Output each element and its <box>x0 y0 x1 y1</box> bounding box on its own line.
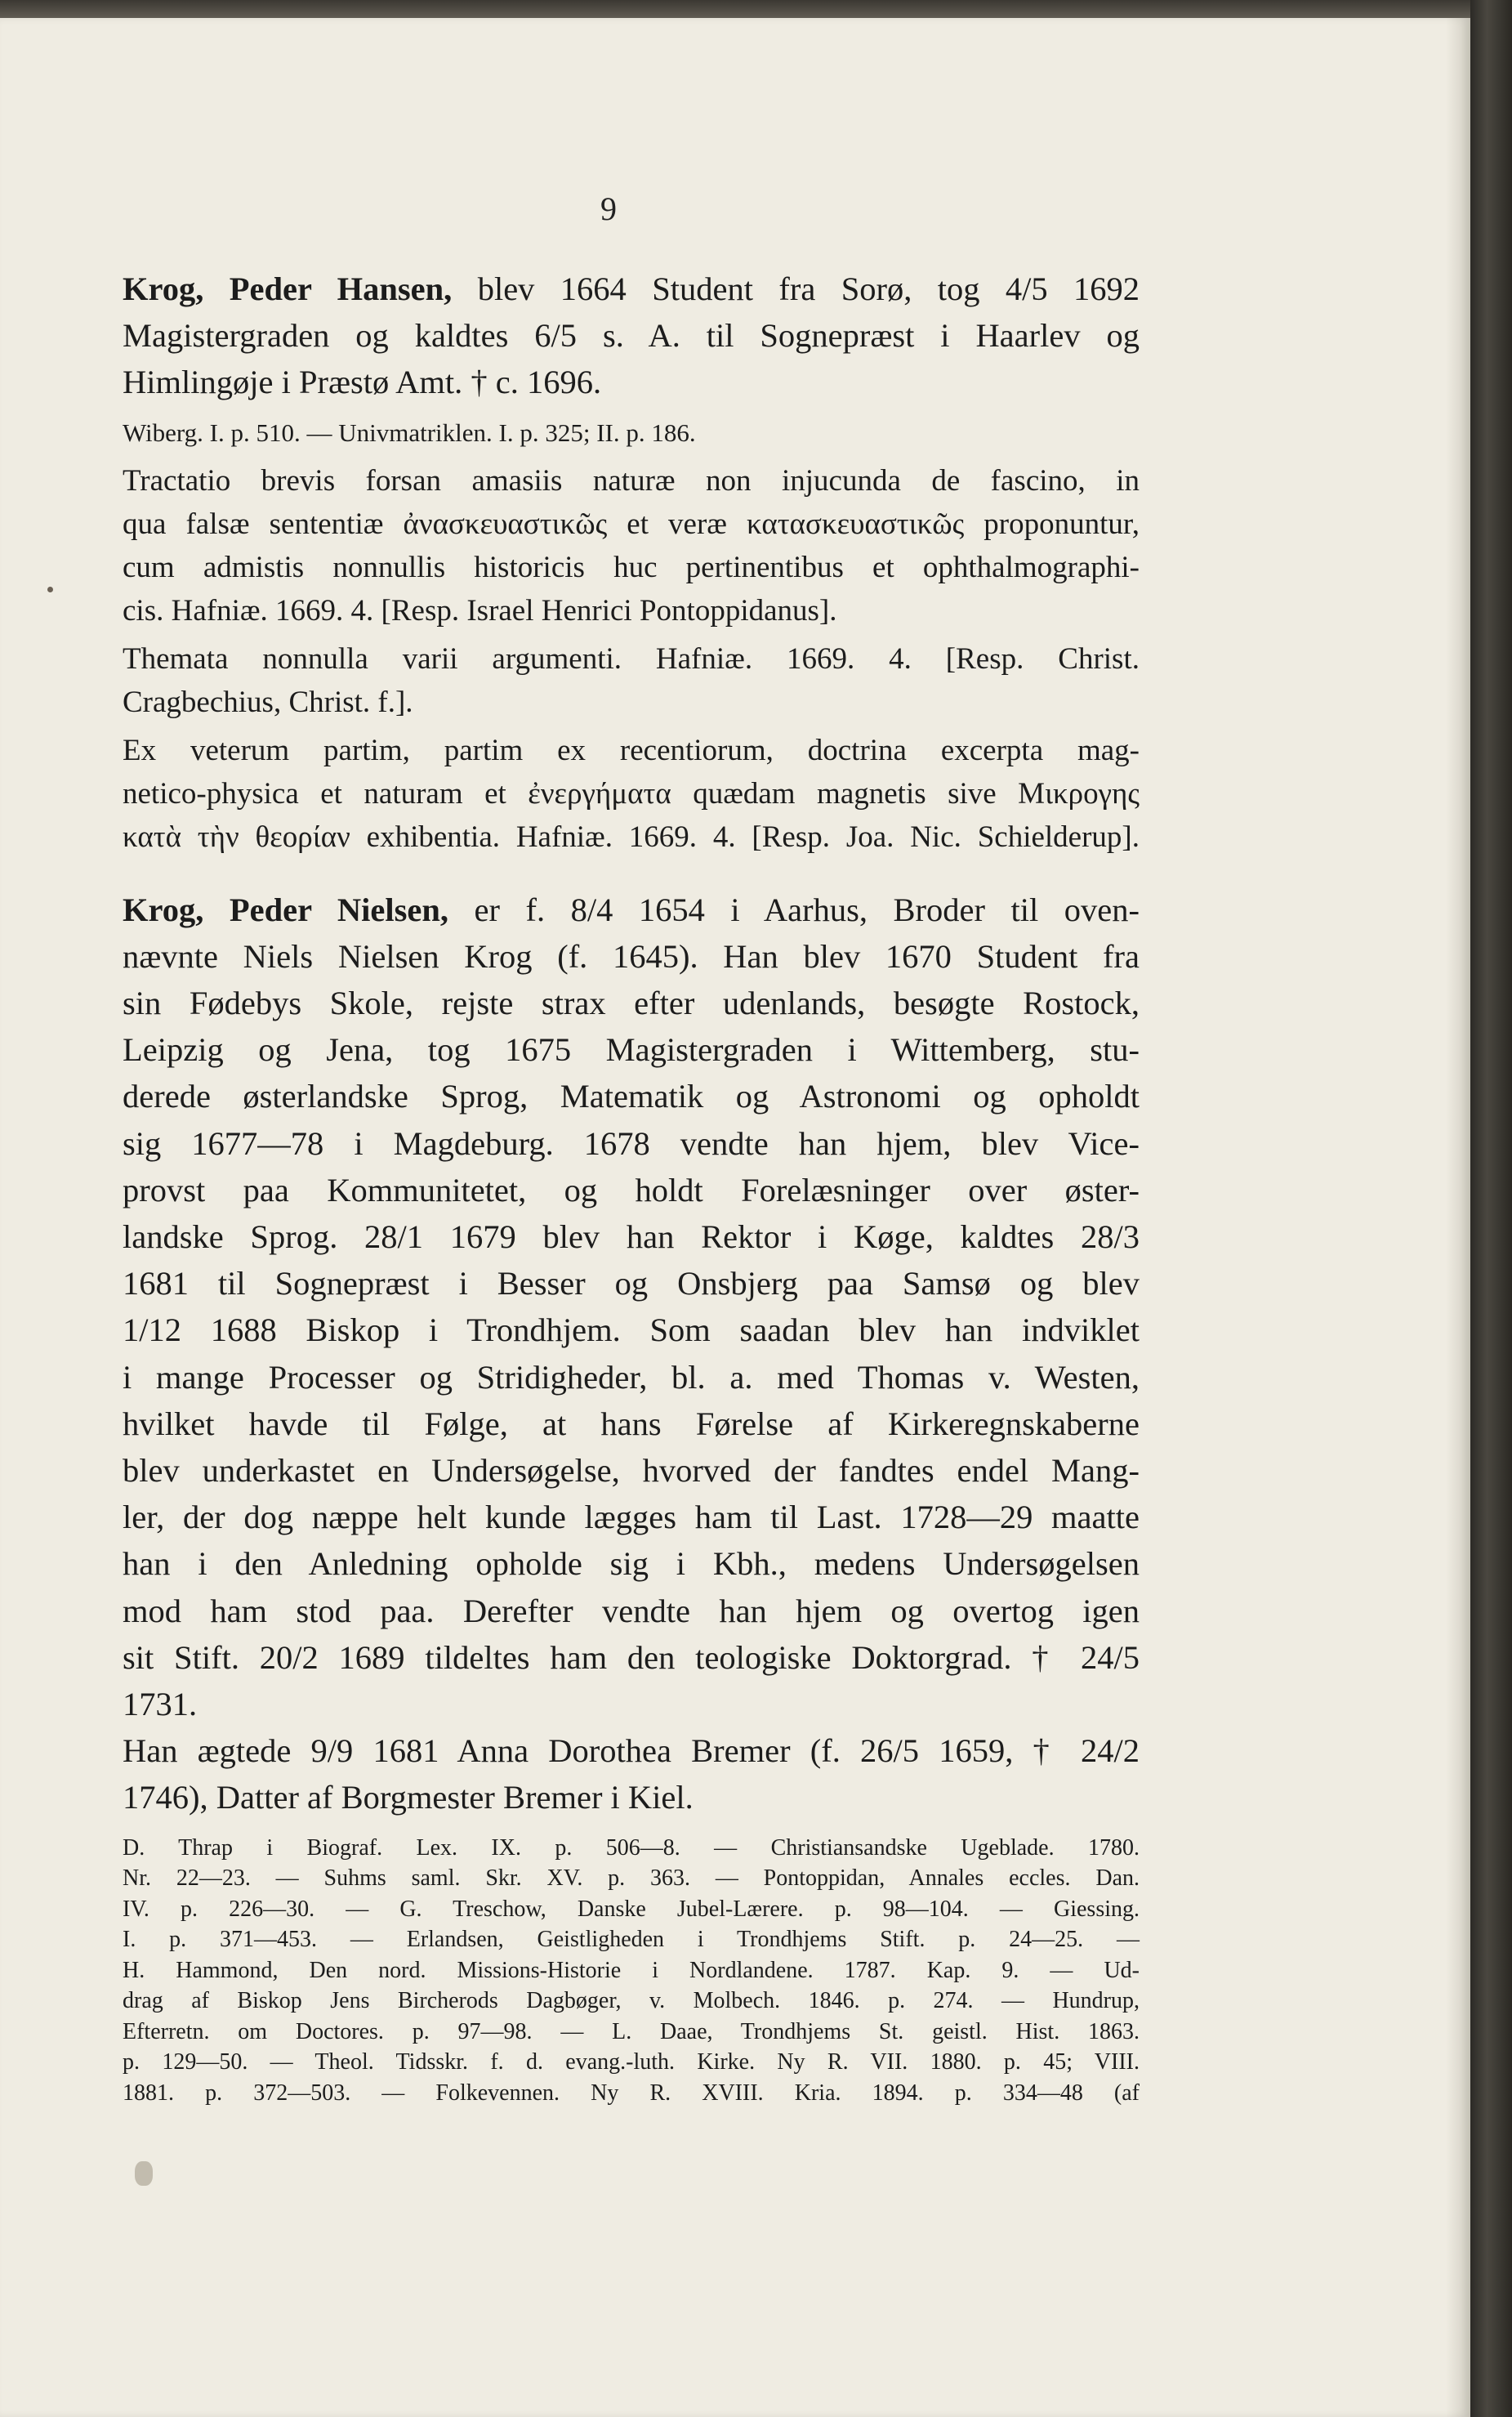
entry-line: 1731. <box>123 1686 198 1723</box>
page-number: 9 <box>600 190 617 227</box>
entry-krog-peder-hansen <box>123 266 1140 859</box>
entry-line: sig 1677—78 i Magdeburg. 1678 vendte han hjem, blev Vice- <box>123 1124 1140 1162</box>
work-line: netico-physica et naturam et ἐνεργήματα quædam magnetis sive Μικρογης <box>123 776 1140 811</box>
work-line: Tractatio brevis forsan amasiis naturæ non injucunda de fascino, in <box>123 463 1140 498</box>
entry-text: blev 1664 Student fra Sorø, tog 4/5 1692 <box>477 270 1140 307</box>
entry-line: sit Stift. 20/2 1689 tildeltes ham den teologiske Doktorgrad. † 24/5 <box>123 1638 1140 1676</box>
entry-line: sin Fødebys Skole, rejste strax efter udenlands, besøgte Rostock, <box>123 985 1140 1022</box>
entry-krog-peder-nielsen <box>123 887 1140 2109</box>
work-item <box>123 459 1140 632</box>
book-spine <box>1470 0 1512 2417</box>
entry-line: ler, der dog næppe helt kunde lægges ham til Last. 1728—29 maatte <box>123 1499 1140 1536</box>
entry-line: derede østerlandske Sprog, Matematik og Astronomi og opholdt <box>123 1078 1140 1115</box>
entry-line: landske Sprog. 28/1 1679 blev han Rektor i Køge, kaldtes 28/3 <box>123 1218 1140 1256</box>
entry-text: er f. 8/4 1654 i Aarhus, Broder til oven- <box>474 891 1140 928</box>
reference-line: Nr. 22—23. — Suhms saml. Skr. XV. p. 363. — Pontoppidan, Annales eccles. Dan. <box>123 1865 1140 1892</box>
entry-line: hvilket havde til Følge, at hans Førelse af Kirkeregnskaberne <box>123 1405 1140 1442</box>
references: Wiberg. I. p. 510. — Univmatriklen. I. p. 325; II. p. 186. <box>123 418 696 447</box>
work-line: Ex veterum partim, partim ex recentiorum, doctrina excerpta mag- <box>123 733 1140 767</box>
page-text <box>123 266 1140 2108</box>
entry-line: blev underkastet en Undersøgelse, hvorved der fandtes endel Mang- <box>123 1452 1140 1490</box>
paper-stain <box>135 2161 153 2186</box>
work-line: cum admistis nonnullis historicis huc pertinentibus et ophthalmographi- <box>123 550 1140 584</box>
reference-line: Efterretn. om Doctores. p. 97—98. — L. Daae, Trondhjems St. geistl. Hist. 1863. <box>123 2018 1140 2044</box>
entry-line: nævnte Niels Nielsen Krog (f. 1645). Han blev 1670 Student fra <box>123 937 1140 975</box>
marriage-line: 1746), Datter af Borgmester Bremer i Kiel. <box>123 1779 694 1816</box>
reference-line: drag af Biskop Jens Bircherods Dagbøger, v. Molbech. 1846. p. 274. — Hundrup, <box>123 1988 1140 2014</box>
entry-line: han i den Anledning opholde sig i Kbh., medens Undersøgelsen <box>123 1545 1140 1583</box>
reference-line: H. Hammond, Den nord. Missions-Historie i Nordlandene. 1787. Kap. 9. — Ud- <box>123 1957 1140 1983</box>
work-line: κατὰ τὴν θεορίαν exhibentia. Hafniæ. 1669. 4. [Resp. Joa. Nic. Schielderup]. <box>123 820 1140 854</box>
entry-line: provst paa Kommunitetet, og holdt Forelæsninger over øster- <box>123 1171 1140 1208</box>
entry-line: Himlingøje i Præstø Amt. † c. 1696. <box>123 364 602 401</box>
entry-line <box>123 887 1140 933</box>
reference-line: IV. p. 226—30. — G. Treschow, Danske Jubel-Lærere. p. 98—104. — Giessing. <box>123 1896 1140 1922</box>
entry-heading: Krog, Peder Hansen, <box>123 270 453 307</box>
work-line: Cragbechius, Christ. f.]. <box>123 685 413 719</box>
entry-line <box>123 266 1140 312</box>
reference-line: 1881. p. 372—503. — Folkevennen. Ny R. XVIII. Kria. 1894. p. 334—48 (af <box>123 2080 1140 2106</box>
entry-heading: Krog, Peder Nielsen, <box>123 891 448 928</box>
entry-line: i mange Processer og Stridigheder, bl. a. med Thomas v. Westen, <box>123 1358 1140 1396</box>
entry-line: 1681 til Sognepræst i Besser og Onsbjerg paa Samsø og blev <box>123 1265 1140 1302</box>
entry-line: mod ham stod paa. Derefter vendte han hjem og overtog igen <box>123 1592 1140 1629</box>
references <box>123 1833 1140 2109</box>
work-line: cis. Hafniæ. 1669. 4. [Resp. Israel Henrici Pontoppidanus]. <box>123 593 837 628</box>
page-gutter-shadow <box>1446 18 1470 2417</box>
entry-line: Magistergraden og kaldtes 6/5 s. A. til Sognepræst i Haarlev og <box>123 317 1140 355</box>
entry-line: 1/12 1688 Biskop i Trondhjem. Som saadan blev han indviklet <box>123 1311 1140 1349</box>
work-line: qua falsæ sententiæ ἀνασκευαστικῶς et veræ κατασκευαστικῶς proponuntur, <box>123 507 1140 541</box>
work-line: Themata nonnulla varii argumenti. Hafniæ. 1669. 4. [Resp. Christ. <box>123 641 1140 676</box>
work-item <box>123 637 1140 724</box>
work-item <box>123 729 1140 859</box>
reference-line: I. p. 371—453. — Erlandsen, Geistligheden i Trondhjems Stift. p. 24—25. — <box>123 1927 1140 1953</box>
reference-line: D. Thrap i Biograf. Lex. IX. p. 506—8. — Christiansandske Ugeblade. 1780. <box>123 1834 1140 1861</box>
reference-line: p. 129—50. — Theol. Tidsskr. f. d. evang.-luth. Kirke. Ny R. VII. 1880. p. 45; VIII. <box>123 2049 1140 2075</box>
entry-line: Leipzig og Jena, tog 1675 Magistergraden i Wittemberg, stu- <box>123 1031 1140 1069</box>
margin-dot <box>47 587 53 592</box>
marriage-line: Han ægtede 9/9 1681 Anna Dorothea Bremer (f. 26/5 1659, † 24/2 <box>123 1732 1140 1770</box>
